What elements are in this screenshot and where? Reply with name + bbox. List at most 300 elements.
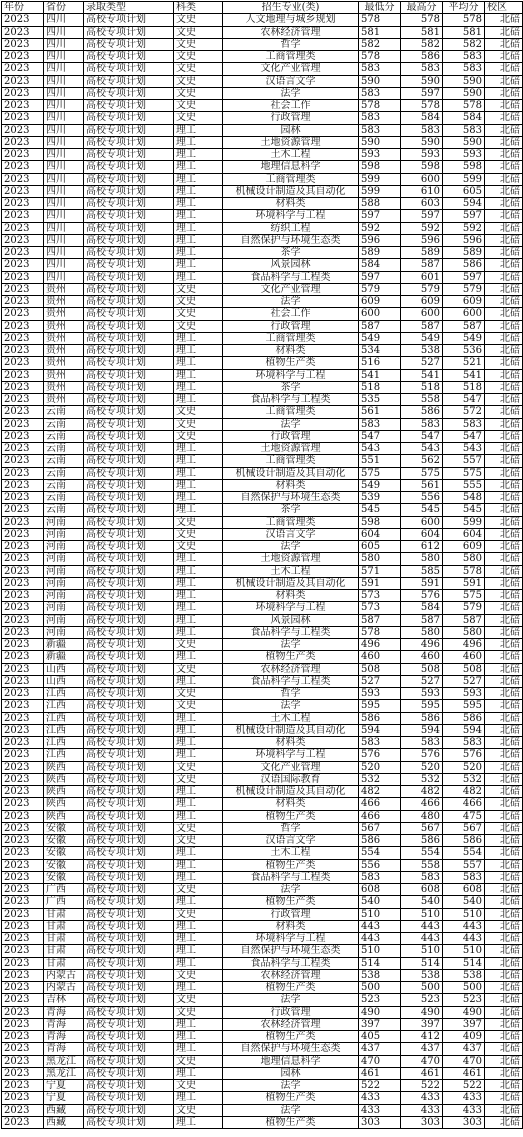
cell-subject-category: 理工 — [174, 798, 223, 810]
cell-campus: 北碚 — [485, 920, 523, 932]
cell-avg-score: 579 — [443, 602, 485, 614]
cell-year: 2023 — [2, 651, 44, 663]
cell-province: 云南 — [44, 479, 84, 491]
cell-year: 2023 — [2, 345, 44, 357]
cell-admission-type: 高校专项计划 — [84, 786, 174, 798]
cell-avg-score: 609 — [443, 296, 485, 308]
cell-major: 地理信息科学 — [223, 161, 359, 173]
cell-min-score: 581 — [359, 26, 401, 38]
cell-subject-category: 理工 — [174, 455, 223, 467]
cell-year: 2023 — [2, 38, 44, 50]
table-row — [2, 982, 523, 994]
cell-min-score: 567 — [359, 822, 401, 834]
cell-max-score: 597 — [401, 87, 443, 99]
cell-year: 2023 — [2, 945, 44, 957]
table-row — [2, 504, 523, 516]
cell-major: 工商管理类 — [223, 173, 359, 185]
cell-year: 2023 — [2, 136, 44, 148]
cell-avg-score: 541 — [443, 369, 485, 381]
cell-max-score: 523 — [401, 994, 443, 1006]
table-row — [2, 136, 523, 148]
cell-admission-type: 高校专项计划 — [84, 639, 174, 651]
cell-admission-type: 高校专项计划 — [84, 124, 174, 136]
cell-campus: 北碚 — [485, 859, 523, 871]
cell-admission-type: 高校专项计划 — [84, 773, 174, 785]
cell-campus: 北碚 — [485, 553, 523, 565]
cell-major: 植物生产类 — [223, 896, 359, 908]
cell-min-score: 587 — [359, 614, 401, 626]
cell-subject-category: 理工 — [174, 136, 223, 148]
cell-campus: 北碚 — [485, 565, 523, 577]
cell-avg-score: 583 — [443, 124, 485, 136]
cell-province: 四川 — [44, 100, 84, 112]
cell-major: 食品科学与工程类 — [223, 271, 359, 283]
cell-subject-category: 理工 — [174, 234, 223, 246]
table-row — [2, 847, 523, 859]
cell-avg-score: 567 — [443, 822, 485, 834]
cell-max-score: 490 — [401, 1006, 443, 1018]
cell-admission-type: 高校专项计划 — [84, 87, 174, 99]
cell-avg-score: 554 — [443, 847, 485, 859]
cell-subject-category: 文史 — [174, 835, 223, 847]
cell-admission-type: 高校专项计划 — [84, 565, 174, 577]
table-row — [2, 345, 523, 357]
cell-major: 哲学 — [223, 38, 359, 50]
cell-avg-score: 575 — [443, 467, 485, 479]
cell-min-score: 583 — [359, 124, 401, 136]
cell-avg-score: 583 — [443, 51, 485, 63]
cell-subject-category: 理工 — [174, 786, 223, 798]
cell-admission-type: 高校专项计划 — [84, 847, 174, 859]
table-row — [2, 210, 523, 222]
cell-admission-type: 高校专项计划 — [84, 210, 174, 222]
cell-max-score: 595 — [401, 700, 443, 712]
cell-admission-type: 高校专项计划 — [84, 381, 174, 393]
cell-min-score: 538 — [359, 969, 401, 981]
cell-max-score: 590 — [401, 75, 443, 87]
cell-max-score: 576 — [401, 590, 443, 602]
cell-campus: 北碚 — [485, 1104, 523, 1116]
cell-province: 河南 — [44, 528, 84, 540]
cell-max-score: 583 — [401, 63, 443, 75]
cell-subject-category: 文史 — [174, 112, 223, 124]
cell-avg-score: 590 — [443, 75, 485, 87]
cell-min-score: 579 — [359, 283, 401, 295]
cell-admission-type: 高校专项计划 — [84, 994, 174, 1006]
cell-major: 自然保护与环境生态类 — [223, 945, 359, 957]
cell-subject-category: 理工 — [174, 332, 223, 344]
cell-subject-category: 文史 — [174, 63, 223, 75]
table-row — [2, 1006, 523, 1018]
cell-min-score: 545 — [359, 504, 401, 516]
cell-avg-score: 600 — [443, 308, 485, 320]
cell-avg-score: 599 — [443, 516, 485, 528]
table-row — [2, 271, 523, 283]
cell-major: 环境科学与工程 — [223, 749, 359, 761]
cell-major: 植物生产类 — [223, 859, 359, 871]
cell-major: 材料类 — [223, 590, 359, 602]
table-row — [2, 381, 523, 393]
cell-major: 食品科学与工程类 — [223, 871, 359, 883]
cell-max-score: 580 — [401, 553, 443, 565]
cell-admission-type: 高校专项计划 — [84, 541, 174, 553]
cell-admission-type: 高校专项计划 — [84, 1043, 174, 1055]
cell-min-score: 460 — [359, 651, 401, 663]
cell-year: 2023 — [2, 222, 44, 234]
cell-subject-category: 文史 — [174, 1104, 223, 1116]
cell-avg-score: 609 — [443, 541, 485, 553]
cell-avg-score: 475 — [443, 810, 485, 822]
cell-max-score: 562 — [401, 455, 443, 467]
cell-avg-score: 597 — [443, 271, 485, 283]
cell-subject-category: 文史 — [174, 308, 223, 320]
cell-province: 河南 — [44, 602, 84, 614]
cell-min-score: 405 — [359, 1031, 401, 1043]
cell-major: 法学 — [223, 296, 359, 308]
cell-year: 2023 — [2, 528, 44, 540]
cell-subject-category: 理工 — [174, 737, 223, 749]
cell-campus: 北碚 — [485, 467, 523, 479]
cell-max-score: 587 — [401, 614, 443, 626]
cell-max-score: 527 — [401, 675, 443, 687]
cell-campus: 北碚 — [485, 296, 523, 308]
table-row — [2, 737, 523, 749]
cell-avg-score: 599 — [443, 173, 485, 185]
cell-year: 2023 — [2, 541, 44, 553]
cell-min-score: 535 — [359, 394, 401, 406]
cell-province: 四川 — [44, 26, 84, 38]
cell-max-score: 586 — [401, 712, 443, 724]
table-row — [2, 626, 523, 638]
cell-campus: 北碚 — [485, 210, 523, 222]
cell-avg-score: 409 — [443, 1031, 485, 1043]
cell-province: 四川 — [44, 51, 84, 63]
table-row — [2, 994, 523, 1006]
cell-avg-score: 595 — [443, 700, 485, 712]
cell-max-score: 480 — [401, 810, 443, 822]
cell-avg-score: 470 — [443, 1055, 485, 1067]
cell-major: 土木工程 — [223, 847, 359, 859]
cell-campus: 北碚 — [485, 124, 523, 136]
cell-major: 植物生产类 — [223, 1116, 359, 1128]
table-row — [2, 1018, 523, 1030]
cell-subject-category: 文史 — [174, 700, 223, 712]
cell-max-score: 397 — [401, 1018, 443, 1030]
cell-min-score: 523 — [359, 994, 401, 1006]
cell-subject-category: 理工 — [174, 871, 223, 883]
cell-subject-category: 理工 — [174, 933, 223, 945]
cell-admission-type: 高校专项计划 — [84, 234, 174, 246]
cell-avg-score: 583 — [443, 737, 485, 749]
cell-admission-type: 高校专项计划 — [84, 688, 174, 700]
cell-subject-category: 理工 — [174, 920, 223, 932]
cell-admission-type: 高校专项计划 — [84, 969, 174, 981]
cell-major: 法学 — [223, 700, 359, 712]
cell-major: 文化产业管理 — [223, 761, 359, 773]
cell-subject-category: 理工 — [174, 553, 223, 565]
cell-min-score: 532 — [359, 773, 401, 785]
cell-province: 内蒙古 — [44, 969, 84, 981]
cell-campus: 北碚 — [485, 161, 523, 173]
cell-province: 云南 — [44, 492, 84, 504]
table-row — [2, 614, 523, 626]
cell-year: 2023 — [2, 884, 44, 896]
cell-campus: 北碚 — [485, 761, 523, 773]
cell-admission-type: 高校专项计划 — [84, 247, 174, 259]
cell-province: 河南 — [44, 590, 84, 602]
table-row — [2, 859, 523, 871]
cell-year: 2023 — [2, 773, 44, 785]
cell-admission-type: 高校专项计划 — [84, 663, 174, 675]
cell-year: 2023 — [2, 51, 44, 63]
cell-min-score: 549 — [359, 479, 401, 491]
cell-province: 江西 — [44, 700, 84, 712]
cell-max-score: 520 — [401, 761, 443, 773]
cell-year: 2023 — [2, 700, 44, 712]
cell-avg-score: 527 — [443, 675, 485, 687]
cell-subject-category: 理工 — [174, 185, 223, 197]
cell-major: 汉语言文学 — [223, 835, 359, 847]
cell-province: 四川 — [44, 14, 84, 26]
cell-province: 贵州 — [44, 332, 84, 344]
cell-year: 2023 — [2, 381, 44, 393]
cell-admission-type: 高校专项计划 — [84, 63, 174, 75]
cell-avg-score: 508 — [443, 663, 485, 675]
cell-year: 2023 — [2, 626, 44, 638]
table-row — [2, 1104, 523, 1116]
table-row — [2, 871, 523, 883]
cell-campus: 北碚 — [485, 455, 523, 467]
cell-province: 宁夏 — [44, 1080, 84, 1092]
cell-admission-type: 高校专项计划 — [84, 920, 174, 932]
cell-min-score: 596 — [359, 234, 401, 246]
cell-campus: 北碚 — [485, 1055, 523, 1067]
cell-max-score: 592 — [401, 222, 443, 234]
cell-province: 四川 — [44, 63, 84, 75]
cell-admission-type: 高校专项计划 — [84, 577, 174, 589]
cell-avg-score: 443 — [443, 933, 485, 945]
cell-province: 广西 — [44, 896, 84, 908]
table-row — [2, 467, 523, 479]
cell-max-score: 510 — [401, 945, 443, 957]
cell-admission-type: 高校专项计划 — [84, 749, 174, 761]
table-row — [2, 896, 523, 908]
table-row — [2, 443, 523, 455]
cell-campus: 北碚 — [485, 185, 523, 197]
cell-province: 甘肃 — [44, 908, 84, 920]
cell-campus: 北碚 — [485, 871, 523, 883]
cell-admission-type: 高校专项计划 — [84, 835, 174, 847]
cell-max-score: 575 — [401, 467, 443, 479]
cell-subject-category: 理工 — [174, 479, 223, 491]
cell-year: 2023 — [2, 1055, 44, 1067]
cell-subject-category: 理工 — [174, 1018, 223, 1030]
cell-major: 工商管理类 — [223, 455, 359, 467]
cell-campus: 北碚 — [485, 945, 523, 957]
cell-avg-score: 466 — [443, 798, 485, 810]
cell-subject-category: 文史 — [174, 884, 223, 896]
cell-max-score: 579 — [401, 283, 443, 295]
cell-min-score: 527 — [359, 675, 401, 687]
cell-max-score: 597 — [401, 210, 443, 222]
cell-subject-category: 理工 — [174, 1067, 223, 1079]
cell-major: 土木工程 — [223, 565, 359, 577]
cell-major: 文化产业管理 — [223, 63, 359, 75]
cell-campus: 北碚 — [485, 675, 523, 687]
cell-min-score: 590 — [359, 136, 401, 148]
cell-admission-type: 高校专项计划 — [84, 884, 174, 896]
table-row — [2, 712, 523, 724]
cell-province: 陕西 — [44, 798, 84, 810]
cell-min-score: 583 — [359, 63, 401, 75]
cell-subject-category: 理工 — [174, 124, 223, 136]
cell-province: 四川 — [44, 210, 84, 222]
cell-min-score: 609 — [359, 296, 401, 308]
cell-subject-category: 理工 — [174, 259, 223, 271]
cell-subject-category: 理工 — [174, 749, 223, 761]
cell-campus: 北碚 — [485, 430, 523, 442]
table-row — [2, 357, 523, 369]
cell-campus: 北碚 — [485, 1031, 523, 1043]
cell-admission-type: 高校专项计划 — [84, 982, 174, 994]
cell-max-score: 561 — [401, 479, 443, 491]
cell-province: 贵州 — [44, 320, 84, 332]
cell-campus: 北碚 — [485, 357, 523, 369]
cell-province: 山西 — [44, 675, 84, 687]
cell-major: 行政管理 — [223, 430, 359, 442]
cell-max-score: 586 — [401, 51, 443, 63]
cell-year: 2023 — [2, 933, 44, 945]
cell-subject-category: 文史 — [174, 761, 223, 773]
cell-subject-category: 文史 — [174, 418, 223, 430]
cell-avg-score: 523 — [443, 994, 485, 1006]
cell-admission-type: 高校专项计划 — [84, 345, 174, 357]
cell-min-score: 549 — [359, 332, 401, 344]
cell-province: 陕西 — [44, 786, 84, 798]
cell-province: 江西 — [44, 724, 84, 736]
cell-major: 行政管理 — [223, 908, 359, 920]
cell-campus: 北碚 — [485, 418, 523, 430]
cell-avg-score: 555 — [443, 479, 485, 491]
table-row — [2, 835, 523, 847]
cell-admission-type: 高校专项计划 — [84, 430, 174, 442]
cell-max-score: 540 — [401, 896, 443, 908]
cell-avg-score: 589 — [443, 247, 485, 259]
cell-avg-score: 578 — [443, 565, 485, 577]
cell-subject-category: 文史 — [174, 639, 223, 651]
cell-major: 行政管理 — [223, 320, 359, 332]
cell-year: 2023 — [2, 896, 44, 908]
cell-campus: 北碚 — [485, 663, 523, 675]
cell-max-score: 593 — [401, 149, 443, 161]
cell-major: 自然保护与环境生态类 — [223, 234, 359, 246]
cell-avg-score: 303 — [443, 1116, 485, 1128]
cell-avg-score: 579 — [443, 283, 485, 295]
cell-max-score: 558 — [401, 394, 443, 406]
cell-admission-type: 高校专项计划 — [84, 149, 174, 161]
cell-subject-category: 文史 — [174, 516, 223, 528]
cell-max-score: 578 — [401, 100, 443, 112]
cell-campus: 北碚 — [485, 1018, 523, 1030]
cell-max-score: 443 — [401, 920, 443, 932]
cell-campus: 北碚 — [485, 626, 523, 638]
cell-province: 安徽 — [44, 847, 84, 859]
cell-max-score: 576 — [401, 749, 443, 761]
cell-year: 2023 — [2, 418, 44, 430]
cell-max-score: 598 — [401, 161, 443, 173]
cell-major: 法学 — [223, 884, 359, 896]
cell-max-score: 554 — [401, 847, 443, 859]
cell-campus: 北碚 — [485, 492, 523, 504]
cell-year: 2023 — [2, 210, 44, 222]
cell-subject-category: 理工 — [174, 896, 223, 908]
cell-avg-score: 547 — [443, 430, 485, 442]
cell-min-score: 482 — [359, 786, 401, 798]
cell-subject-category: 文史 — [174, 296, 223, 308]
cell-admission-type: 高校专项计划 — [84, 75, 174, 87]
cell-major: 土地资源管理 — [223, 443, 359, 455]
cell-campus: 北碚 — [485, 320, 523, 332]
cell-campus: 北碚 — [485, 639, 523, 651]
cell-campus: 北碚 — [485, 381, 523, 393]
cell-year: 2023 — [2, 810, 44, 822]
cell-min-score: 461 — [359, 1067, 401, 1079]
cell-admission-type: 高校专项计划 — [84, 14, 174, 26]
cell-admission-type: 高校专项计划 — [84, 1067, 174, 1079]
cell-max-score: 514 — [401, 957, 443, 969]
cell-year: 2023 — [2, 957, 44, 969]
cell-campus: 北碚 — [485, 75, 523, 87]
cell-min-score: 573 — [359, 590, 401, 602]
cell-subject-category: 文史 — [174, 38, 223, 50]
cell-avg-score: 557 — [443, 859, 485, 871]
cell-max-score: 586 — [401, 835, 443, 847]
cell-min-score: 516 — [359, 357, 401, 369]
table-row — [2, 761, 523, 773]
table-header-row — [2, 2, 523, 14]
cell-admission-type: 高校专项计划 — [84, 626, 174, 638]
cell-campus: 北碚 — [485, 516, 523, 528]
cell-min-score: 578 — [359, 14, 401, 26]
cell-major: 材料类 — [223, 798, 359, 810]
cell-avg-score: 605 — [443, 185, 485, 197]
cell-province: 云南 — [44, 467, 84, 479]
cell-avg-score: 532 — [443, 773, 485, 785]
cell-max-score: 593 — [401, 688, 443, 700]
cell-year: 2023 — [2, 1116, 44, 1128]
cell-province: 四川 — [44, 149, 84, 161]
table-row — [2, 259, 523, 271]
cell-campus: 北碚 — [485, 1067, 523, 1079]
cell-year: 2023 — [2, 639, 44, 651]
table-row — [2, 234, 523, 246]
cell-admission-type: 高校专项计划 — [84, 504, 174, 516]
cell-province: 西藏 — [44, 1116, 84, 1128]
cell-subject-category: 理工 — [174, 161, 223, 173]
table-row — [2, 149, 523, 161]
cell-campus: 北碚 — [485, 724, 523, 736]
cell-avg-score: 433 — [443, 1104, 485, 1116]
table-row — [2, 63, 523, 75]
cell-year: 2023 — [2, 908, 44, 920]
cell-subject-category: 理工 — [174, 651, 223, 663]
cell-max-score: 604 — [401, 528, 443, 540]
cell-campus: 北碚 — [485, 1092, 523, 1104]
cell-province: 甘肃 — [44, 920, 84, 932]
cell-min-score: 534 — [359, 345, 401, 357]
cell-admission-type: 高校专项计划 — [84, 516, 174, 528]
cell-admission-type: 高校专项计划 — [84, 675, 174, 687]
